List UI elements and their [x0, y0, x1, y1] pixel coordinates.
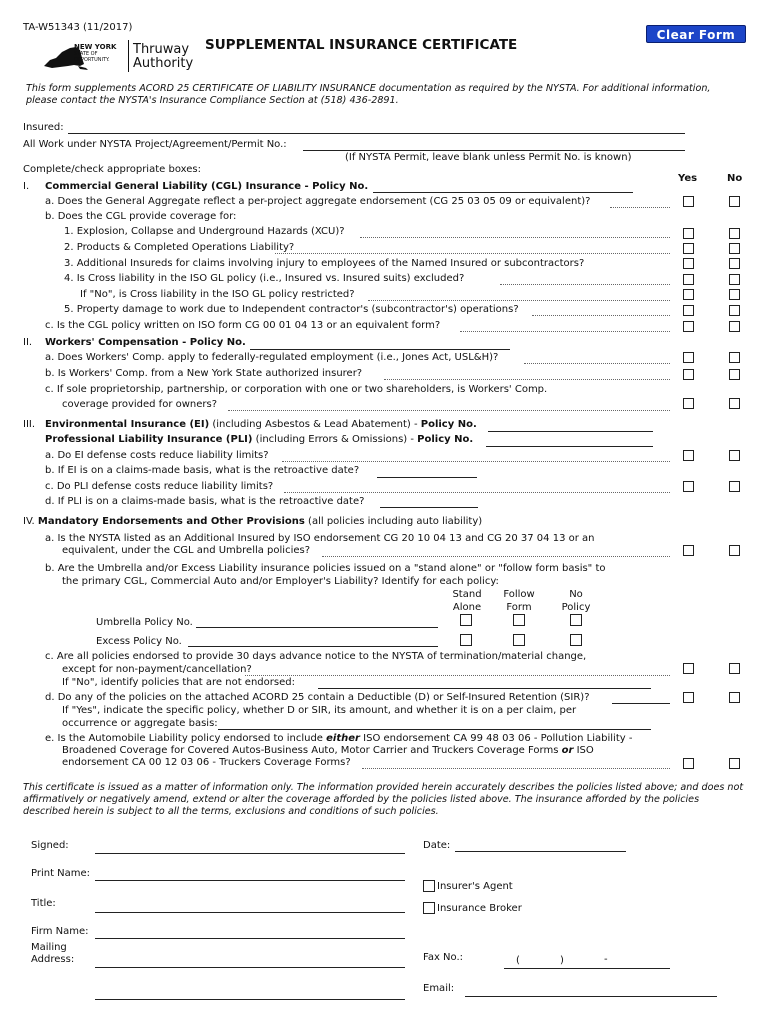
cgl-policy-number-field[interactable] [373, 192, 633, 193]
fax-paren-close: ) [560, 955, 564, 966]
q-4e-or: or [561, 745, 574, 756]
q-1b5-no-checkbox[interactable] [729, 305, 740, 316]
q-2c-line2: coverage provided for owners? [62, 399, 218, 410]
leader [228, 410, 670, 411]
q-2b-no-checkbox[interactable] [729, 369, 740, 380]
q-4c-line3: If "No", identify policies that are not endorsed: [62, 677, 295, 688]
leader [275, 253, 670, 254]
project-label: All Work under NYSTA Project/Agreement/Permit No.: [23, 139, 287, 150]
insurers-agent-checkbox[interactable] [423, 880, 435, 892]
project-number-field[interactable] [303, 150, 685, 151]
ei-heading-bold: Environmental Insurance (EI) [45, 419, 210, 430]
excess-policy-field[interactable] [188, 646, 438, 647]
q-2c-line1: c. If sole proprietorship, partnership, or corporation with one or two shareholders, is Workers' Comp. [45, 384, 548, 395]
q-3a-no-checkbox[interactable] [729, 450, 740, 461]
q-1b4b-no-checkbox[interactable] [729, 289, 740, 300]
q-1a-yes-checkbox[interactable] [683, 196, 694, 207]
signature-field[interactable] [95, 853, 405, 854]
q-4d-line1: d. Do any of the policies on the attached ACORD 25 contain a Deductible (D) or Self-Insured Retention (SIR)? [45, 692, 590, 703]
pli-retro-date-field[interactable] [380, 507, 478, 508]
col-stand-alone-1: Stand [452, 589, 482, 600]
q-2a-yes-checkbox[interactable] [683, 352, 694, 363]
section-4-heading-line [23, 516, 482, 528]
ei-policy-label: Policy No. [420, 419, 477, 430]
q-1b: b. Does the CGL provide coverage for: [45, 211, 237, 222]
q-4d-no-checkbox[interactable] [729, 692, 740, 703]
logo-line-3: OPPORTUNITY. [74, 57, 110, 63]
signed-label: Signed: [31, 840, 69, 851]
excess-stand-alone-checkbox[interactable] [460, 634, 472, 646]
section-1-number: I. [23, 181, 30, 192]
q-1b2-yes-checkbox[interactable] [683, 243, 694, 254]
clear-form-button[interactable]: Clear Form [646, 25, 746, 43]
logo-line-2: STATE OF [74, 51, 98, 57]
col-stand-alone-2: Alone [452, 602, 482, 613]
leader [610, 207, 670, 208]
permit-note: (If NYSTA Permit, leave blank unless Permit No. is known) [345, 152, 632, 163]
q-4e-part2: ISO endorsement CA 99 48 03 06 - Pollution Liability - [359, 733, 633, 744]
col-no-policy-1: No [569, 589, 583, 600]
disclaimer-text: This certificate is issued as a matter of information only. The information provided herein accurately describes the policies listed above; and does not affirmatively or negatively amend, extend or alter the coverage afforded by the policies listed above. The insurance afforded by the policies described herein is subject to all the terms, exclusions and conditions of such policies. [23, 782, 744, 817]
q-1b1: 1. Explosion, Collapse and Underground Hazards (XCU)? [64, 226, 345, 237]
logo-line-1: NEW YORK [74, 43, 117, 51]
print-name-field[interactable] [95, 880, 405, 881]
pli-heading-note: (including Errors & Omissions) - [252, 434, 418, 445]
q-2b: b. Is Workers' Comp. from a New York State authorized insurer? [45, 368, 363, 379]
q-4c-line2: except for non-payment/cancellation? [62, 664, 252, 675]
q-4d-yes-checkbox[interactable] [683, 692, 694, 703]
q-1c: c. Is the CGL policy written on ISO form CG 00 01 04 13 or an equivalent form? [45, 320, 441, 331]
section-2-number: II. [23, 337, 33, 348]
pli-policy-label: Policy No. [417, 434, 474, 445]
section-2-heading: Workers' Compensation - Policy No. [45, 337, 246, 348]
date-label: Date: [423, 840, 451, 851]
complete-instruction: Complete/check appropriate boxes: [23, 164, 201, 175]
q-2c-no-checkbox[interactable] [729, 398, 740, 409]
q-4d-line3: occurrence or aggregate basis: [62, 718, 218, 729]
page-title: SUPPLEMENTAL INSURANCE CERTIFICATE [205, 37, 518, 53]
umbrella-follow-form-checkbox[interactable] [513, 614, 525, 626]
mailing-label-2: Address: [31, 954, 75, 965]
umbrella-label: Umbrella Policy No. [96, 617, 193, 628]
q-2a: a. Does Workers' Comp. apply to federally-regulated employment (i.e., Jones Act, USL&H)? [45, 352, 499, 363]
q-2b-yes-checkbox[interactable] [683, 369, 694, 380]
leader [532, 315, 670, 316]
q-4e-either: either [326, 733, 360, 744]
q-1b5: 5. Property damage to work due to Independent contractor's (subcontractor's) operations? [64, 304, 519, 315]
q-3a: a. Do EI defense costs reduce liability limits? [45, 450, 269, 461]
q-1b4: 4. Is Cross liability in the ISO GL policy (i.e., Insured vs. Insured suits) excluded? [64, 273, 465, 284]
q-4e-line2 [62, 745, 594, 757]
leader [322, 556, 670, 557]
section-4-number: IV. [23, 516, 35, 527]
q-1a-no-checkbox[interactable] [729, 196, 740, 207]
q-1c-yes-checkbox[interactable] [683, 321, 694, 332]
q-4b-line2: the primary CGL, Commercial Auto and/or Employer's Liability? Identify for each policy: [62, 576, 499, 587]
leader [282, 461, 670, 462]
section-1-heading: Commercial General Liability (CGL) Insurance - Policy No. [45, 181, 369, 192]
q-1c-no-checkbox[interactable] [729, 321, 740, 332]
date-field[interactable] [455, 851, 626, 852]
q-3c-yes-checkbox[interactable] [683, 481, 694, 492]
q-1b2-no-checkbox[interactable] [729, 243, 740, 254]
fax-field[interactable] [504, 968, 670, 969]
insured-label: Insured: [23, 122, 64, 133]
mailing-address-field-1[interactable] [95, 967, 405, 968]
col-follow-form-1: Follow [503, 589, 535, 600]
insured-field[interactable] [68, 133, 685, 134]
section-4-heading: Mandatory Endorsements and Other Provisions [37, 516, 305, 527]
fax-paren-open: ( [516, 955, 520, 966]
q-1a: a. Does the General Aggregate reflect a per-project aggregate endorsement (CG 25 03 05 09 or equivalent)? [45, 196, 591, 207]
q-4e-yes-checkbox[interactable] [683, 758, 694, 769]
email-label: Email: [423, 983, 455, 994]
insurance-broker-checkbox[interactable] [423, 902, 435, 914]
q-4c-line1: c. Are all policies endorsed to provide 30 days advance notice to the NYSTA of termination/material change, [45, 651, 587, 662]
q-1b4-yes-checkbox[interactable] [683, 274, 694, 285]
leader [245, 675, 670, 676]
q-4a-line1: a. Is the NYSTA listed as an Additional Insured by ISO endorsement CG 20 10 04 13 and CG 20 37 04 13 or an [45, 533, 595, 544]
q-1b4-followup: If "No", is Cross liability in the ISO GL policy restricted? [80, 289, 355, 300]
q-1b3: 3. Additional Insureds for claims involving injury to employees of the Named Insured or subcontractors? [64, 258, 585, 269]
q-4a-no-checkbox[interactable] [729, 545, 740, 556]
col-follow-form-2: Form [506, 602, 532, 613]
q-4a-yes-checkbox[interactable] [683, 545, 694, 556]
umbrella-policy-field[interactable] [196, 627, 438, 628]
fax-label: Fax No.: [423, 952, 464, 963]
firm-name-label: Firm Name: [31, 926, 89, 937]
q-1b4b-yes-checkbox[interactable] [683, 289, 694, 300]
q-4e-line1 [45, 733, 632, 745]
mailing-address-field-2[interactable] [95, 999, 405, 1000]
q-4e-part4: ISO [573, 745, 594, 756]
insurance-broker-label: Insurance Broker [437, 903, 522, 914]
q-4a-line2: equivalent, under the CGL and Umbrella policies? [62, 545, 311, 556]
leader [460, 331, 670, 332]
intro-text: This form supplements ACORD 25 CERTIFICATE OF LIABILITY INSURANCE documentation as required by the NYSTA. For additional information, please contact the NYSTA's Insurance Compliance Section at (518) 436-2891. [26, 83, 711, 106]
section-4-note: (all policies including auto liability) [304, 516, 483, 527]
umbrella-stand-alone-checkbox[interactable] [460, 614, 472, 626]
wc-policy-number-field[interactable] [250, 349, 510, 350]
q-4e-part3: Broadened Coverage for Covered Autos-Business Auto, Motor Carrier and Truckers Coverage Forms [62, 745, 562, 756]
title-field[interactable] [95, 912, 405, 913]
fax-dash: - [604, 954, 608, 965]
q-4b-line1: b. Are the Umbrella and/or Excess Liability insurance policies issued on a "stand alone" or "follow form basis" to [45, 563, 606, 574]
leader [362, 768, 670, 769]
no-column-header: No [727, 173, 743, 184]
q-1b1-no-checkbox[interactable] [729, 228, 740, 239]
logo-name-1: Thruway [133, 42, 190, 57]
logo-divider [128, 40, 129, 72]
excess-follow-form-checkbox[interactable] [513, 634, 525, 646]
excess-label: Excess Policy No. [96, 636, 182, 647]
col-no-policy-2: Policy [561, 602, 591, 613]
ei-heading [45, 419, 477, 431]
leader [500, 284, 670, 285]
leader [368, 300, 670, 301]
q-4d-line2: If "Yes", indicate the specific policy, whether D or SIR, its amount, and whether it is on a per claim, per [62, 705, 577, 716]
leader [384, 379, 670, 380]
q-3d: d. If PLI is on a claims-made basis, what is the retroactive date? [45, 496, 365, 507]
email-field[interactable] [465, 996, 717, 997]
yes-column-header: Yes [678, 173, 698, 184]
ei-heading-note: (including Asbestos & Lead Abatement) - [209, 419, 421, 430]
leader [612, 703, 670, 704]
q-3a-yes-checkbox[interactable] [683, 450, 694, 461]
q-1b3-no-checkbox[interactable] [729, 258, 740, 269]
pli-policy-number-field[interactable] [486, 446, 653, 447]
deductible-details-field[interactable] [218, 729, 651, 730]
q-3b: b. If EI is on a claims-made basis, what is the retroactive date? [45, 465, 360, 476]
ei-policy-number-field[interactable] [488, 431, 653, 432]
umbrella-no-policy-checkbox[interactable] [570, 614, 582, 626]
leader [360, 237, 670, 238]
q-2c-yes-checkbox[interactable] [683, 398, 694, 409]
q-4e-part1: e. Is the Automobile Liability policy endorsed to include [45, 733, 327, 744]
q-1b3-yes-checkbox[interactable] [683, 258, 694, 269]
pli-heading [45, 434, 473, 446]
not-endorsed-policies-field[interactable] [318, 688, 651, 689]
q-4e-no-checkbox[interactable] [729, 758, 740, 769]
print-name-label: Print Name: [31, 868, 91, 879]
form-id: TA-W51343 (11/2017) [23, 22, 133, 33]
logo-name-2: Authority [133, 56, 194, 71]
section-3-number: III. [23, 419, 36, 430]
q-4c-no-checkbox[interactable] [729, 663, 740, 674]
pli-heading-bold: Professional Liability Insurance (PLI) [45, 434, 253, 445]
excess-no-policy-checkbox[interactable] [570, 634, 582, 646]
q-3c-no-checkbox[interactable] [729, 481, 740, 492]
q-2a-no-checkbox[interactable] [729, 352, 740, 363]
q-1b4-no-checkbox[interactable] [729, 274, 740, 285]
title-label: Title: [31, 898, 56, 909]
firm-name-field[interactable] [95, 938, 405, 939]
q-4c-yes-checkbox[interactable] [683, 663, 694, 674]
mailing-label-1: Mailing [31, 942, 67, 953]
nys-thruway-logo [40, 40, 200, 74]
leader [524, 363, 670, 364]
leader [284, 492, 670, 493]
insurers-agent-label: Insurer's Agent [437, 881, 513, 892]
q-1b2: 2. Products & Completed Operations Liability? [64, 242, 295, 253]
q-1b1-yes-checkbox[interactable] [683, 228, 694, 239]
ei-retro-date-field[interactable] [377, 477, 477, 478]
q-3c: c. Do PLI defense costs reduce liability limits? [45, 481, 274, 492]
q-4e-line3: endorsement CA 00 12 03 06 - Truckers Coverage Forms? [62, 757, 351, 768]
q-1b5-yes-checkbox[interactable] [683, 305, 694, 316]
